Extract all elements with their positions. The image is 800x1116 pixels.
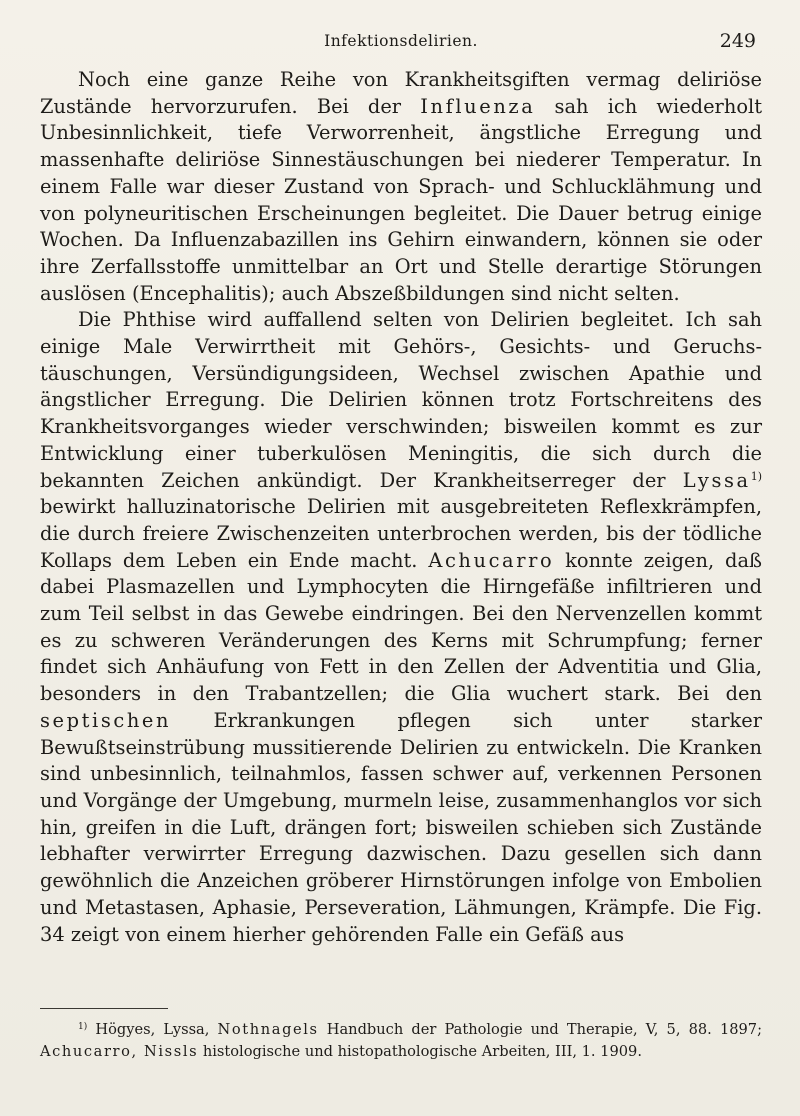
paragraph-influenza: Noch eine ganze Reihe von Krankheitsgiften vermag deliriöse Zustände hervorzurufen. Bei der Influenza sah ich wiederholt Unbesinnlichkeit, tiefe Verworrenheit, ängstliche Erregung und massenhafte deliriöse Sinnestäuschungen bei niederer Temperatur. In einem Falle war dieser Zustand von Sprach- und Schlucklähmung und von polyneuritischen Erscheinungen begleitet. Die Dauer betrug einige Wochen. Da Influenzabazillen ins Gehirn einwandern, können sie oder ihre Zerfallsstoffe unmittelbar an Ort und Stelle derartige Störungen auslösen (Encephalitis); auch Abszeßbildungen sind nicht selten.	[40, 68, 762, 305]
paragraph-phthise: Die Phthise wird auffallend selten von Delirien begleitet. Ich sah einige Male Verwirrtheit mit Gehörs-, Gesichts- und Geruchstäuschungen, Versündigungsideen, Wechsel zwischen Apathie und ängstlicher Erregung. Die Delirien können trotz Fortschreitens des Krankheitsvorganges wieder verschwinden; bisweilen kommt es zur Entwicklung einer tuberkulösen Meningitis, die sich durch die bekannten Zeichen ankündigt. Der Krankheitserreger der Lyssa$^{1)}$ bewirkt halluzinatorische Delirien mit ausgebreiteten Reflexkrämpfen, die durch freiere Zwischenzeiten unterbrochen werden, bis der tödliche Kollaps dem Leben ein Ende macht. Achucarro konnte zeigen, daß dabei Plasmazellen und Lymphocyten die Hirngefäße infiltrieren und zum Teil selbst in das Gewebe eindringen. Bei den Nervenzellen kommt es zu schweren Veränderungen des Kerns mit Schrumpfung; ferner findet sich Anhäufung von Fett in den Zellen der Adventitia und Glia, besonders in den Trabantzellen; die Glia wuchert stark. Bei den septischen Erkrankungen pflegen sich unter starker Bewußtseinstrübung mussitierende Delirien zu entwickeln. Die Kranken sind unbesinnlich, teilnahmlos, fassen schwer auf, verkennen Personen und Vorgänge der Umgebung, murmeln leise, zusammenhanglos vor sich hin, greifen in die Luft, drängen fort; bisweilen schieben sich Zustände lebhafter verwirrter Erregung dazwischen. Dazu gesellen sich dann gewöhnlich die Anzeichen gröberer Hirnstörungen infolge von Embolien und Metastasen, Aphasie, Perseveration, Lähmungen, Krämpfe. Die Fig. 34 zeigt von einem hierher gehörenden Falle ein Gefäß aus	[40, 308, 762, 946]
spaced-name-achucarro-nissls: Achucarro, Nissls	[40, 1043, 199, 1060]
running-head	[40, 30, 762, 56]
footnote-marker: 1)	[78, 1022, 88, 1032]
spaced-term-influenza: Influenza	[420, 94, 536, 118]
spaced-term-septischen: septischen	[40, 708, 172, 732]
spaced-name-achucarro: Achucarro	[428, 548, 555, 572]
body-text	[40, 67, 762, 948]
spaced-name-nothnagels: Nothnagels	[217, 1021, 319, 1038]
running-title: Infektionsdelirien.	[324, 32, 478, 50]
footnotes	[40, 1019, 762, 1063]
footnote-rule	[40, 1008, 168, 1009]
footnote-ref: 1)	[750, 469, 762, 483]
spaced-term-lyssa: Lyssa	[682, 468, 751, 492]
page-number: 249	[719, 30, 756, 52]
footnote-1: $^{1)}$ Högyes, Lyssa, Nothnagels Handbuch der Pathologie und Therapie, V, 5, 88. 1897; Achucarro, Nissls histologische und histopathologische Arbeiten, III, 1. 1909.	[40, 1021, 763, 1060]
